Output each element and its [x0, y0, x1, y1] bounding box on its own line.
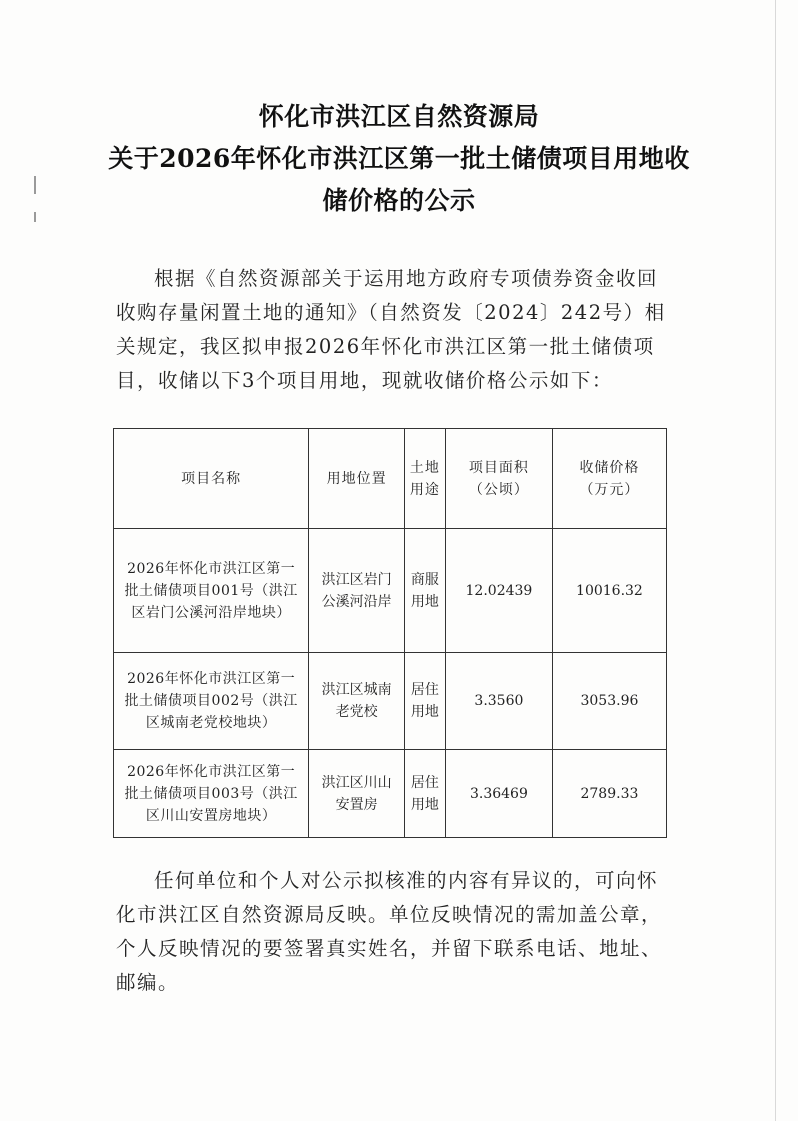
header-location: 用地位置	[309, 429, 405, 529]
scan-edge-line	[775, 0, 776, 1121]
header-land-use: 土地 用途	[404, 429, 445, 529]
table-header-row	[114, 429, 667, 529]
location-cell: 洪江区岩门 公溪河沿岸	[309, 529, 405, 653]
price-cell: 2789.33	[552, 750, 666, 838]
document-title	[60, 96, 738, 222]
area-cell: 3.3560	[445, 653, 552, 750]
area-cell: 3.36469	[445, 750, 552, 838]
intro-line: 关规定，我区拟申报2026年怀化市洪江区第一批土储债项	[116, 335, 655, 358]
header-price: 收储价格 （万元）	[552, 429, 666, 529]
intro-line: 根据《自然资源部关于运用地方政府专项债券资金收回	[154, 267, 659, 290]
title-line-2: 关于2026年怀化市洪江区第一批土储债项目用地收	[108, 144, 690, 173]
closing-line: 任何单位和个人对公示拟核准的内容有异议的，可向怀	[154, 869, 659, 892]
table-row	[114, 750, 667, 838]
scan-mark	[34, 212, 36, 222]
price-cell: 10016.32	[552, 529, 666, 653]
intro-line: 目，收储以下3个项目用地，现就收储价格公示如下：	[116, 369, 613, 392]
table-row	[114, 653, 667, 750]
land-use-cell: 居住 用地	[404, 653, 445, 750]
header-area: 项目面积 （公顷）	[445, 429, 552, 529]
intro-line: 收购存量闲置土地的通知》（自然资发〔2024〕242号）相	[116, 301, 666, 324]
closing-line: 化市洪江区自然资源局反映。单位反映情况的需加盖公章，	[116, 903, 663, 926]
land-use-cell: 居住 用地	[404, 750, 445, 838]
title-line-3: 储价格的公示	[322, 186, 476, 215]
location-cell: 洪江区城南 老党校	[309, 653, 405, 750]
table-row	[114, 529, 667, 653]
project-name-cell: 2026年怀化市洪江区第一 批土储债项目002号（洪江 区城南老党校地块）	[114, 653, 309, 750]
scan-mark	[34, 176, 36, 194]
price-cell: 3053.96	[552, 653, 666, 750]
closing-line: 个人反映情况的要签署真实姓名，并留下联系电话、地址、	[116, 937, 663, 960]
intro-paragraph	[116, 262, 686, 398]
closing-paragraph	[116, 864, 686, 1000]
closing-line: 邮编。	[116, 971, 180, 994]
project-name-cell: 2026年怀化市洪江区第一 批土储债项目003号（洪江 区川山安置房地块）	[114, 750, 309, 838]
location-cell: 洪江区川山 安置房	[309, 750, 405, 838]
land-use-cell: 商服 用地	[404, 529, 445, 653]
title-line-1: 怀化市洪江区自然资源局	[258, 102, 540, 131]
area-cell: 12.02439	[445, 529, 552, 653]
price-table	[113, 428, 667, 838]
header-project-name: 项目名称	[114, 429, 309, 529]
project-name-cell: 2026年怀化市洪江区第一 批土储债项目001号（洪江 区岩门公溪河沿岸地块）	[114, 529, 309, 653]
